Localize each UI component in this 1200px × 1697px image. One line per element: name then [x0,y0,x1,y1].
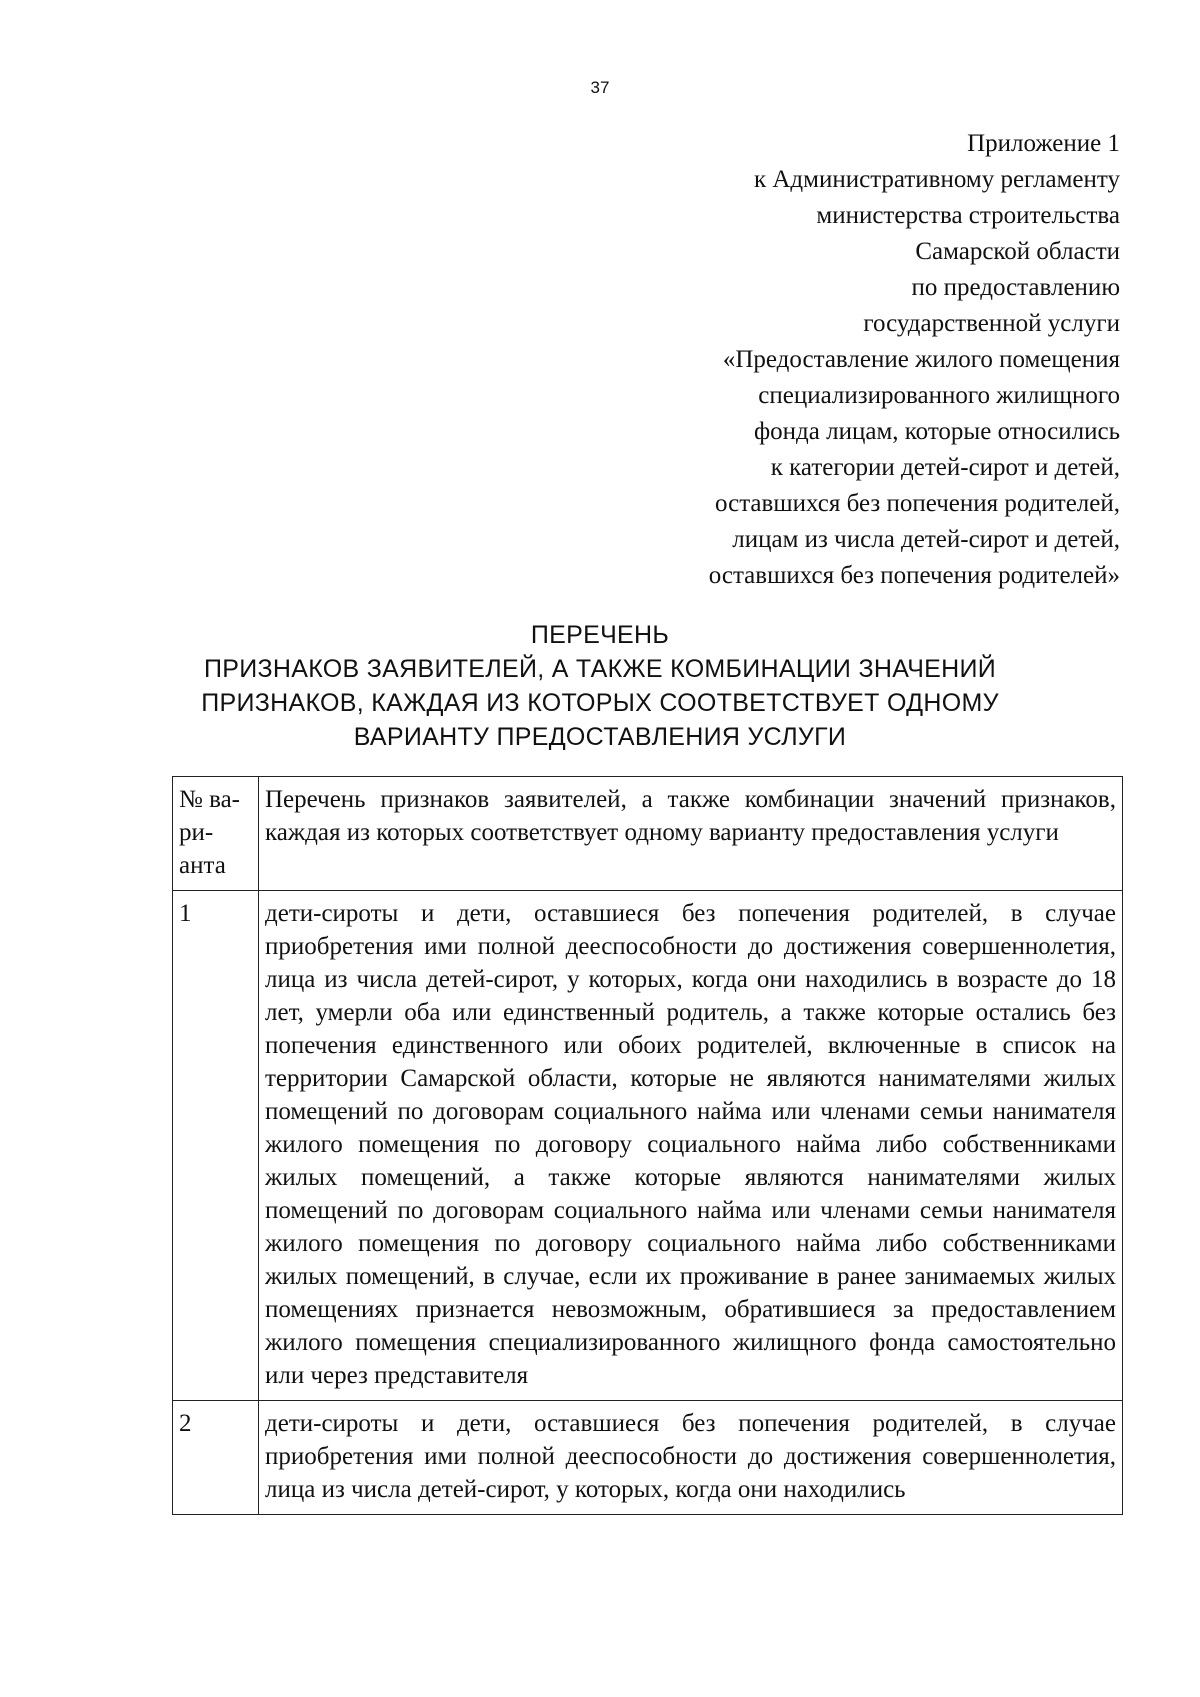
appendix-header [560,126,1120,594]
header-variant-number: № ва-ри-анта [173,777,259,891]
table-row [173,891,1123,1401]
title-line: ВАРИАНТУ ПРЕДОСТАВЛЕНИЯ УСЛУГИ [353,723,847,751]
variant-number: 2 [173,1401,259,1515]
appendix-line: оставшихся без попечения родителей, [714,490,1120,517]
appendix-line: к категории детей-сирот и детей, [770,454,1120,481]
appendix-line: государственной услуги [863,310,1120,337]
variants-table [172,776,1123,1515]
header-criteria-list: Перечень признаков заявителей, а также комбинации значений признаков, каждая из которых соответствует одному варианту предоставления услуги [259,777,1123,891]
title-line: ПРИЗНАКОВ, КАЖДАЯ ИЗ КОТОРЫХ СООТВЕТСТВУЕТ ОДНОМУ [201,689,999,717]
appendix-line: к Административному регламенту [753,166,1120,193]
appendix-line: «Предоставление жилого помещения [722,346,1120,373]
variant-criteria: дети-сироты и дети, оставшиеся без попечения родителей, в случае приобретения ими полной дееспособности до достижения совершеннолетия, лица из числа детей-сирот, у которых, когда они находились в возрасте до 18 лет, умерли оба или единственный родитель, а также которые остались без попечения единственного или обоих родителей, включенные в список на территории Самарской области, которые не являются нанимателями жилых помещений по договорам социального найма или членами семьи нанимателя жилого помещения по договору социального найма либо собственниками жилых помещений, а также которые являются нанимателями жилых помещений по договорам социального найма или членами семьи нанимателя жилого помещения по договору социального найма либо собственниками жилых помещений, в случае, если их проживание в ранее занимаемых жилых помещениях признается невозможным, обратившиеся за предоставлением жилого помещения специализированного жилищного фонда самостоятельно или через представителя [259,891,1123,1401]
table-row [173,1401,1123,1515]
variant-number: 1 [173,891,259,1401]
appendix-line: фонда лицам, которые относились [753,418,1120,445]
variant-criteria: дети-сироты и дети, оставшиеся без попечения родителей, в случае приобретения ими полной дееспособности до достижения совершеннолетия, лица из числа детей-сирот, у которых, когда они находились [259,1401,1123,1515]
title-line: ПЕРЕЧЕНЬ [530,621,670,649]
appendix-line: по предоставлению [911,274,1120,301]
document-title [0,618,1200,754]
title-line: ПРИЗНАКОВ ЗАЯВИТЕЛЕЙ, А ТАКЖЕ КОМБИНАЦИИ ЗНАЧЕНИЙ [203,655,997,683]
appendix-line: Приложение 1 [967,130,1120,157]
appendix-line: министерства строительства [816,202,1120,229]
table-header-row [173,777,1123,891]
appendix-line: Самарской области [915,238,1120,265]
appendix-line: оставшихся без попечения родителей» [708,562,1120,589]
page-number: 37 [590,78,610,97]
appendix-line: специализированного жилищного [758,382,1120,409]
appendix-line: лицам из числа детей-сирот и детей, [732,526,1120,553]
